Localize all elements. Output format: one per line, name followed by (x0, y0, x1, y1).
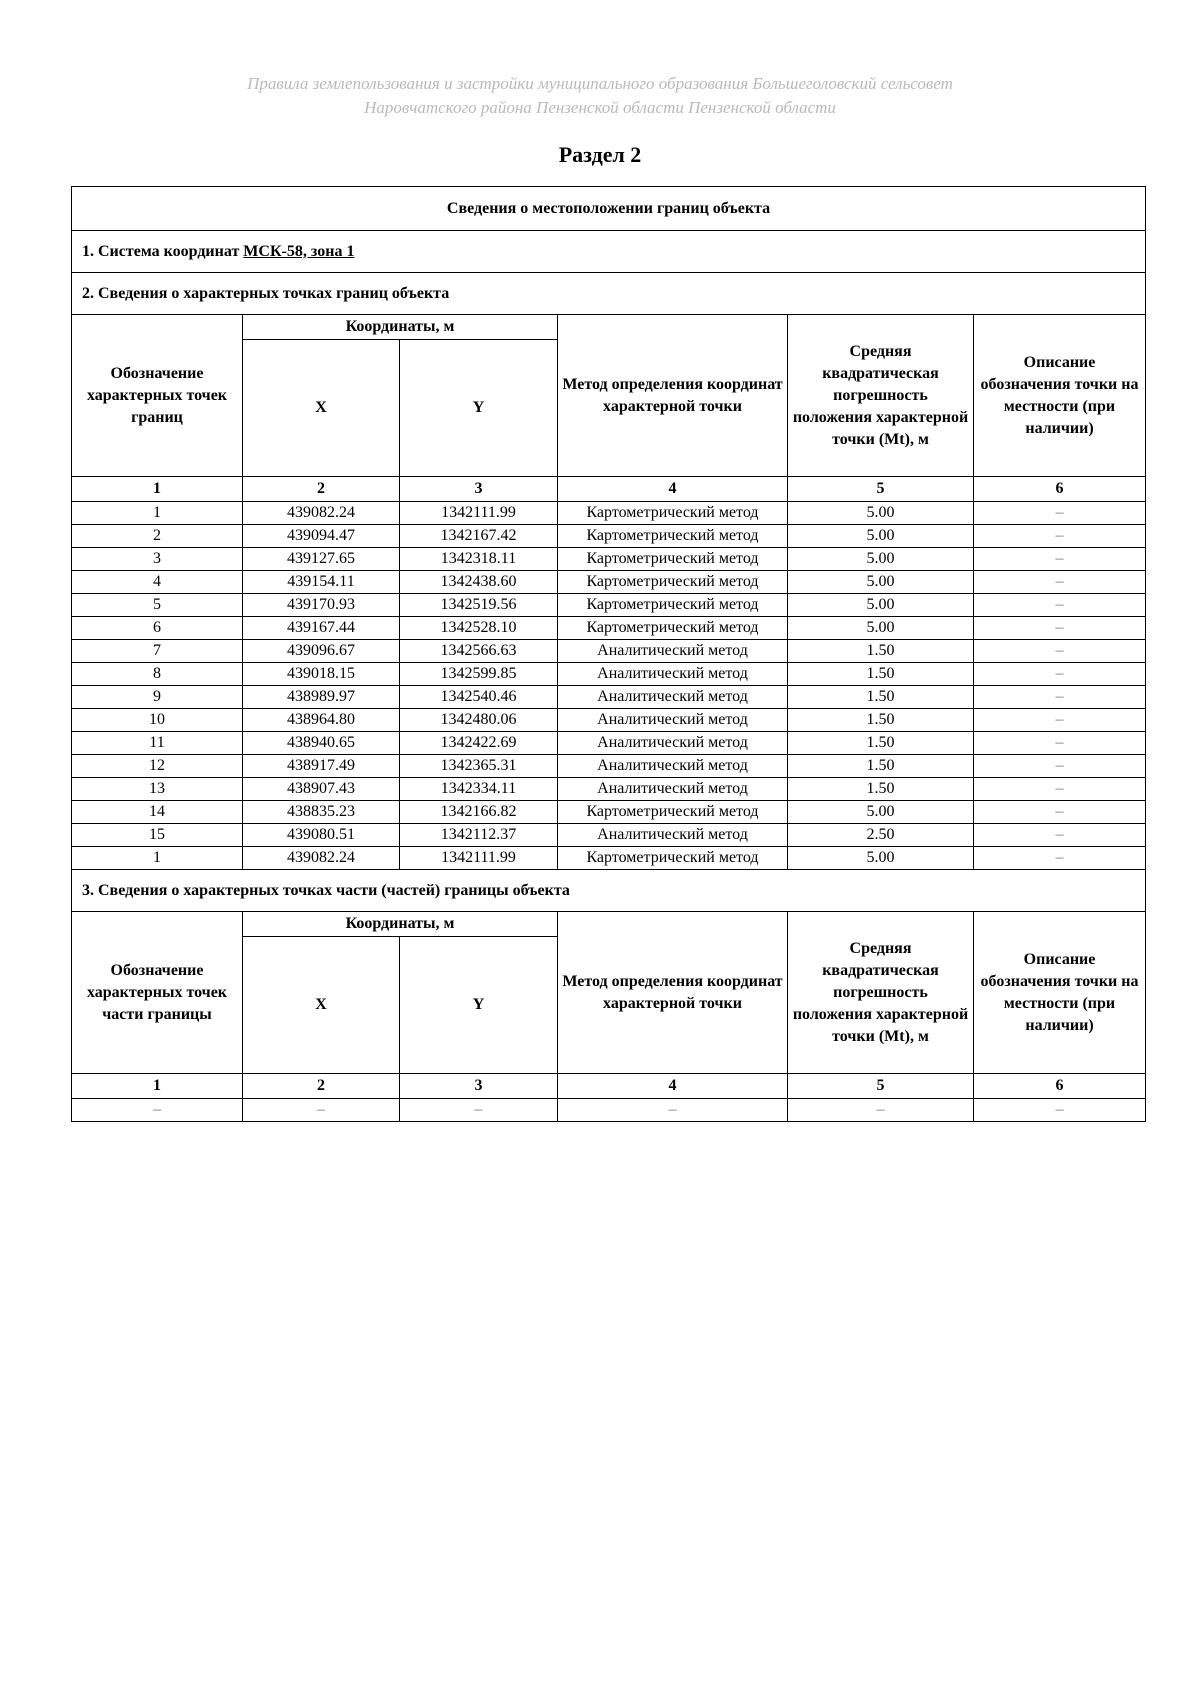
cell-coord-x: 438989.97 (243, 686, 400, 709)
cell-error: 5.00 (788, 847, 974, 870)
cell-coord-y: 1342540.46 (400, 686, 558, 709)
cell-point-id: 6 (72, 617, 243, 640)
cell-method: Картометрический метод (558, 594, 788, 617)
cell-method: Аналитический метод (558, 732, 788, 755)
cell-point-id: 7 (72, 640, 243, 663)
header-line-2: Наровчатского района Пензенской области Пензенской области (364, 98, 836, 117)
cell-error: 1.50 (788, 640, 974, 663)
cell-point-id: 11 (72, 732, 243, 755)
column-number: 3 (400, 477, 558, 502)
cell-error: 1.50 (788, 732, 974, 755)
cell-coord-y: – (400, 1099, 558, 1122)
cell-coord-y: 1342111.99 (400, 502, 558, 525)
cell-coord-y: 1342166.82 (400, 801, 558, 824)
cell-description: – (974, 732, 1146, 755)
cell-coord-x: 439082.24 (243, 502, 400, 525)
table-row (72, 525, 1146, 548)
cell-coord-x: 439096.67 (243, 640, 400, 663)
cell-method: Аналитический метод (558, 755, 788, 778)
cell-coord-x: 438917.49 (243, 755, 400, 778)
table-row (72, 709, 1146, 732)
cell-coord-x: 439018.15 (243, 663, 400, 686)
cell-coord-y: 1342318.11 (400, 548, 558, 571)
coord-system-row (72, 231, 1146, 273)
cell-point-id: 8 (72, 663, 243, 686)
table-row (72, 824, 1146, 847)
header-method: Метод определения координат характерной точки (558, 315, 788, 477)
table-row (72, 686, 1146, 709)
cell-method: Аналитический метод (558, 663, 788, 686)
coord-system-value: МСК-58, зона 1 (243, 242, 355, 260)
table-row (72, 847, 1146, 870)
cell-coord-y: 1342334.11 (400, 778, 558, 801)
cell-coord-x: 438964.80 (243, 709, 400, 732)
table-row (72, 548, 1146, 571)
column-number: 6 (974, 1074, 1146, 1099)
header-points: Обозначение характерных точек границ (72, 315, 243, 477)
table-row (72, 640, 1146, 663)
cell-coord-x: – (243, 1099, 400, 1122)
table-row (72, 1099, 1146, 1122)
cell-error: 5.00 (788, 617, 974, 640)
column-number: 1 (72, 1074, 243, 1099)
cell-point-id: 4 (72, 571, 243, 594)
column-numbers-row (72, 1074, 1146, 1099)
table-row (72, 594, 1146, 617)
cell-coord-y: 1342365.31 (400, 755, 558, 778)
cell-method: Аналитический метод (558, 640, 788, 663)
cell-error: 5.00 (788, 801, 974, 824)
cell-coord-x: 439082.24 (243, 847, 400, 870)
cell-description: – (974, 640, 1146, 663)
cell-description: – (974, 663, 1146, 686)
cell-point-id: 12 (72, 755, 243, 778)
header-error: Средняя квадратическая погрешность положения характерной точки (Mt), м (788, 912, 974, 1074)
cell-method: – (558, 1099, 788, 1122)
cell-description: – (974, 824, 1146, 847)
cell-point-id: 9 (72, 686, 243, 709)
cell-description: – (974, 594, 1146, 617)
cell-error: 5.00 (788, 571, 974, 594)
cell-point-id: – (72, 1099, 243, 1122)
header-y: Y (400, 340, 558, 477)
column-number: 4 (558, 1074, 788, 1099)
cell-method: Картометрический метод (558, 617, 788, 640)
cell-point-id: 5 (72, 594, 243, 617)
header-x: X (243, 937, 400, 1074)
cell-error: 2.50 (788, 824, 974, 847)
header-points-part: Обозначение характерных точек части границы (72, 912, 243, 1074)
header-description: Описание обозначения точки на местности (при наличии) (974, 912, 1146, 1074)
header-line-1: Правила землепользования и застройки муниципального образования Большеголовский сельсовет (247, 74, 953, 93)
cell-description: – (974, 502, 1146, 525)
cell-description: – (974, 801, 1146, 824)
header-description: Описание обозначения точки на местности (при наличии) (974, 315, 1146, 477)
cell-coord-y: 1342528.10 (400, 617, 558, 640)
cell-description: – (974, 709, 1146, 732)
cell-coord-y: 1342422.69 (400, 732, 558, 755)
cell-coord-x: 438907.43 (243, 778, 400, 801)
cell-point-id: 13 (72, 778, 243, 801)
cell-coord-y: 1342112.37 (400, 824, 558, 847)
cell-method: Аналитический метод (558, 778, 788, 801)
cell-coord-x: 438835.23 (243, 801, 400, 824)
cell-method: Картометрический метод (558, 548, 788, 571)
header-error: Средняя квадратическая погрешность положения характерной точки (Mt), м (788, 315, 974, 477)
cell-description: – (974, 571, 1146, 594)
cell-coord-x: 439167.44 (243, 617, 400, 640)
table-row (72, 571, 1146, 594)
cell-method: Картометрический метод (558, 502, 788, 525)
cell-point-id: 15 (72, 824, 243, 847)
cell-coord-y: 1342480.06 (400, 709, 558, 732)
column-number: 2 (243, 1074, 400, 1099)
section-title: Раздел 2 (558, 142, 642, 167)
cell-point-id: 3 (72, 548, 243, 571)
cell-point-id: 14 (72, 801, 243, 824)
cell-point-id: 1 (72, 502, 243, 525)
header-x: X (243, 340, 400, 477)
cell-coord-y: 1342167.42 (400, 525, 558, 548)
header-y: Y (400, 937, 558, 1074)
cell-method: Картометрический метод (558, 571, 788, 594)
column-number: 1 (72, 477, 243, 502)
cell-description: – (974, 755, 1146, 778)
cell-coord-y: 1342438.60 (400, 571, 558, 594)
cell-coord-y: 1342519.56 (400, 594, 558, 617)
cell-coord-x: 439154.11 (243, 571, 400, 594)
cell-description: – (974, 686, 1146, 709)
table-row (72, 732, 1146, 755)
cell-description: – (974, 1099, 1146, 1122)
cell-error: 1.50 (788, 755, 974, 778)
cell-error: 1.50 (788, 663, 974, 686)
cell-error: 5.00 (788, 502, 974, 525)
cell-method: Аналитический метод (558, 824, 788, 847)
table-row (72, 755, 1146, 778)
column-number: 3 (400, 1074, 558, 1099)
cell-coord-x: 439170.93 (243, 594, 400, 617)
cell-description: – (974, 617, 1146, 640)
cell-error: 5.00 (788, 525, 974, 548)
cell-point-id: 10 (72, 709, 243, 732)
header-coords: Координаты, м (243, 315, 558, 340)
boundary-table (71, 186, 1146, 1122)
document-running-header (0, 72, 1200, 120)
cell-method: Картометрический метод (558, 847, 788, 870)
column-number: 5 (788, 477, 974, 502)
header-method: Метод определения координат характерной точки (558, 912, 788, 1074)
cell-error: 5.00 (788, 548, 974, 571)
cell-error: 5.00 (788, 594, 974, 617)
column-numbers-row (72, 477, 1146, 502)
cell-coord-y: 1342599.85 (400, 663, 558, 686)
table-row (72, 502, 1146, 525)
column-number: 4 (558, 477, 788, 502)
cell-description: – (974, 548, 1146, 571)
table-title: Сведения о местоположении границ объекта (72, 187, 1146, 231)
cell-method: Аналитический метод (558, 686, 788, 709)
cell-error: 1.50 (788, 778, 974, 801)
cell-method: Картометрический метод (558, 801, 788, 824)
cell-point-id: 1 (72, 847, 243, 870)
cell-coord-x: 439127.65 (243, 548, 400, 571)
cell-coord-x: 439094.47 (243, 525, 400, 548)
part3-title: 3. Сведения о характерных точках части (частей) границы объекта (72, 870, 1146, 912)
column-number: 5 (788, 1074, 974, 1099)
cell-coord-y: 1342566.63 (400, 640, 558, 663)
coord-system-label: 1. Система координат (82, 242, 240, 260)
cell-error: 1.50 (788, 686, 974, 709)
cell-coord-y: 1342111.99 (400, 847, 558, 870)
cell-description: – (974, 778, 1146, 801)
cell-description: – (974, 525, 1146, 548)
table-row (72, 663, 1146, 686)
cell-error: – (788, 1099, 974, 1122)
cell-point-id: 2 (72, 525, 243, 548)
cell-error: 1.50 (788, 709, 974, 732)
cell-coord-x: 439080.51 (243, 824, 400, 847)
table-row (72, 778, 1146, 801)
cell-method: Аналитический метод (558, 709, 788, 732)
column-number: 6 (974, 477, 1146, 502)
table-row (72, 617, 1146, 640)
part2-title: 2. Сведения о характерных точках границ объекта (72, 273, 1146, 315)
cell-description: – (974, 847, 1146, 870)
column-number: 2 (243, 477, 400, 502)
header-coords: Координаты, м (243, 912, 558, 937)
cell-method: Картометрический метод (558, 525, 788, 548)
table-row (72, 801, 1146, 824)
cell-coord-x: 438940.65 (243, 732, 400, 755)
